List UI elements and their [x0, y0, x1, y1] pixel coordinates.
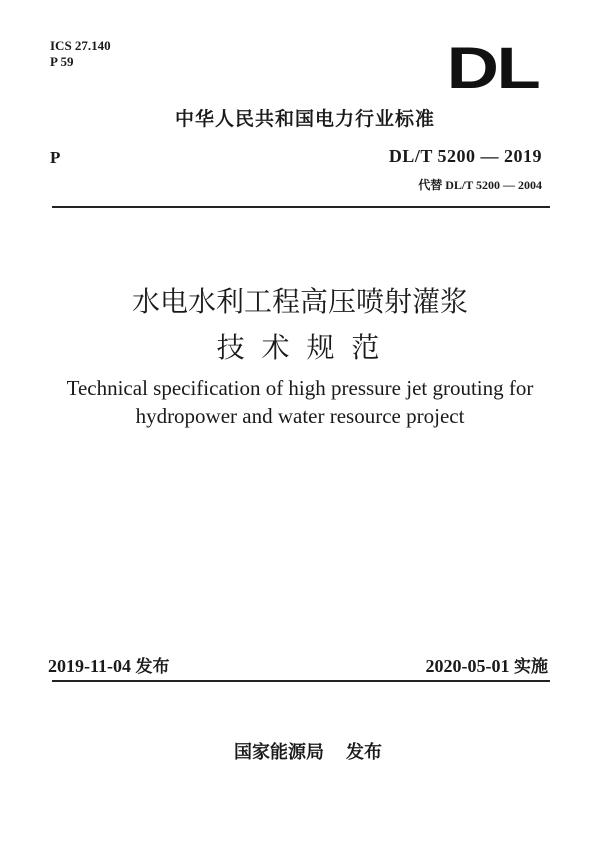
title-cn-line2: 技 术 规 范: [216, 331, 384, 364]
classification-code: P 59: [50, 54, 74, 69]
bottom-divider: [52, 680, 550, 682]
publisher-block: [0, 738, 600, 764]
publisher-name: 国家能源局: [234, 742, 324, 763]
org-title: 中华人民共和国电力行业标准: [174, 108, 435, 130]
effective-label: 实施: [514, 657, 548, 677]
ics-code-block: [50, 38, 111, 70]
title-cn-line1: 水电水利工程高压喷射灌浆: [131, 285, 468, 318]
issue-date: 2019-11-04: [48, 656, 131, 676]
replaces-standard: 代替 DL/T 5200 — 2004: [418, 178, 542, 192]
effective-date-block: [426, 652, 549, 677]
dl-logo: DL: [446, 36, 538, 101]
top-divider: [52, 206, 550, 208]
issue-label: 发布: [135, 657, 170, 677]
title-en-line1: Technical specification of high pressure jet grouting for: [66, 376, 534, 400]
title-en-line2: hydropower and water resource project: [135, 404, 465, 428]
ics-code: ICS 27.140: [50, 38, 111, 53]
publish-label: 发布: [346, 742, 382, 763]
issue-date-block: [48, 652, 170, 677]
effective-date: 2020-05-01: [425, 656, 510, 676]
category-letter: P: [50, 148, 61, 167]
standard-number: DL/T 5200 — 2019: [388, 146, 542, 166]
